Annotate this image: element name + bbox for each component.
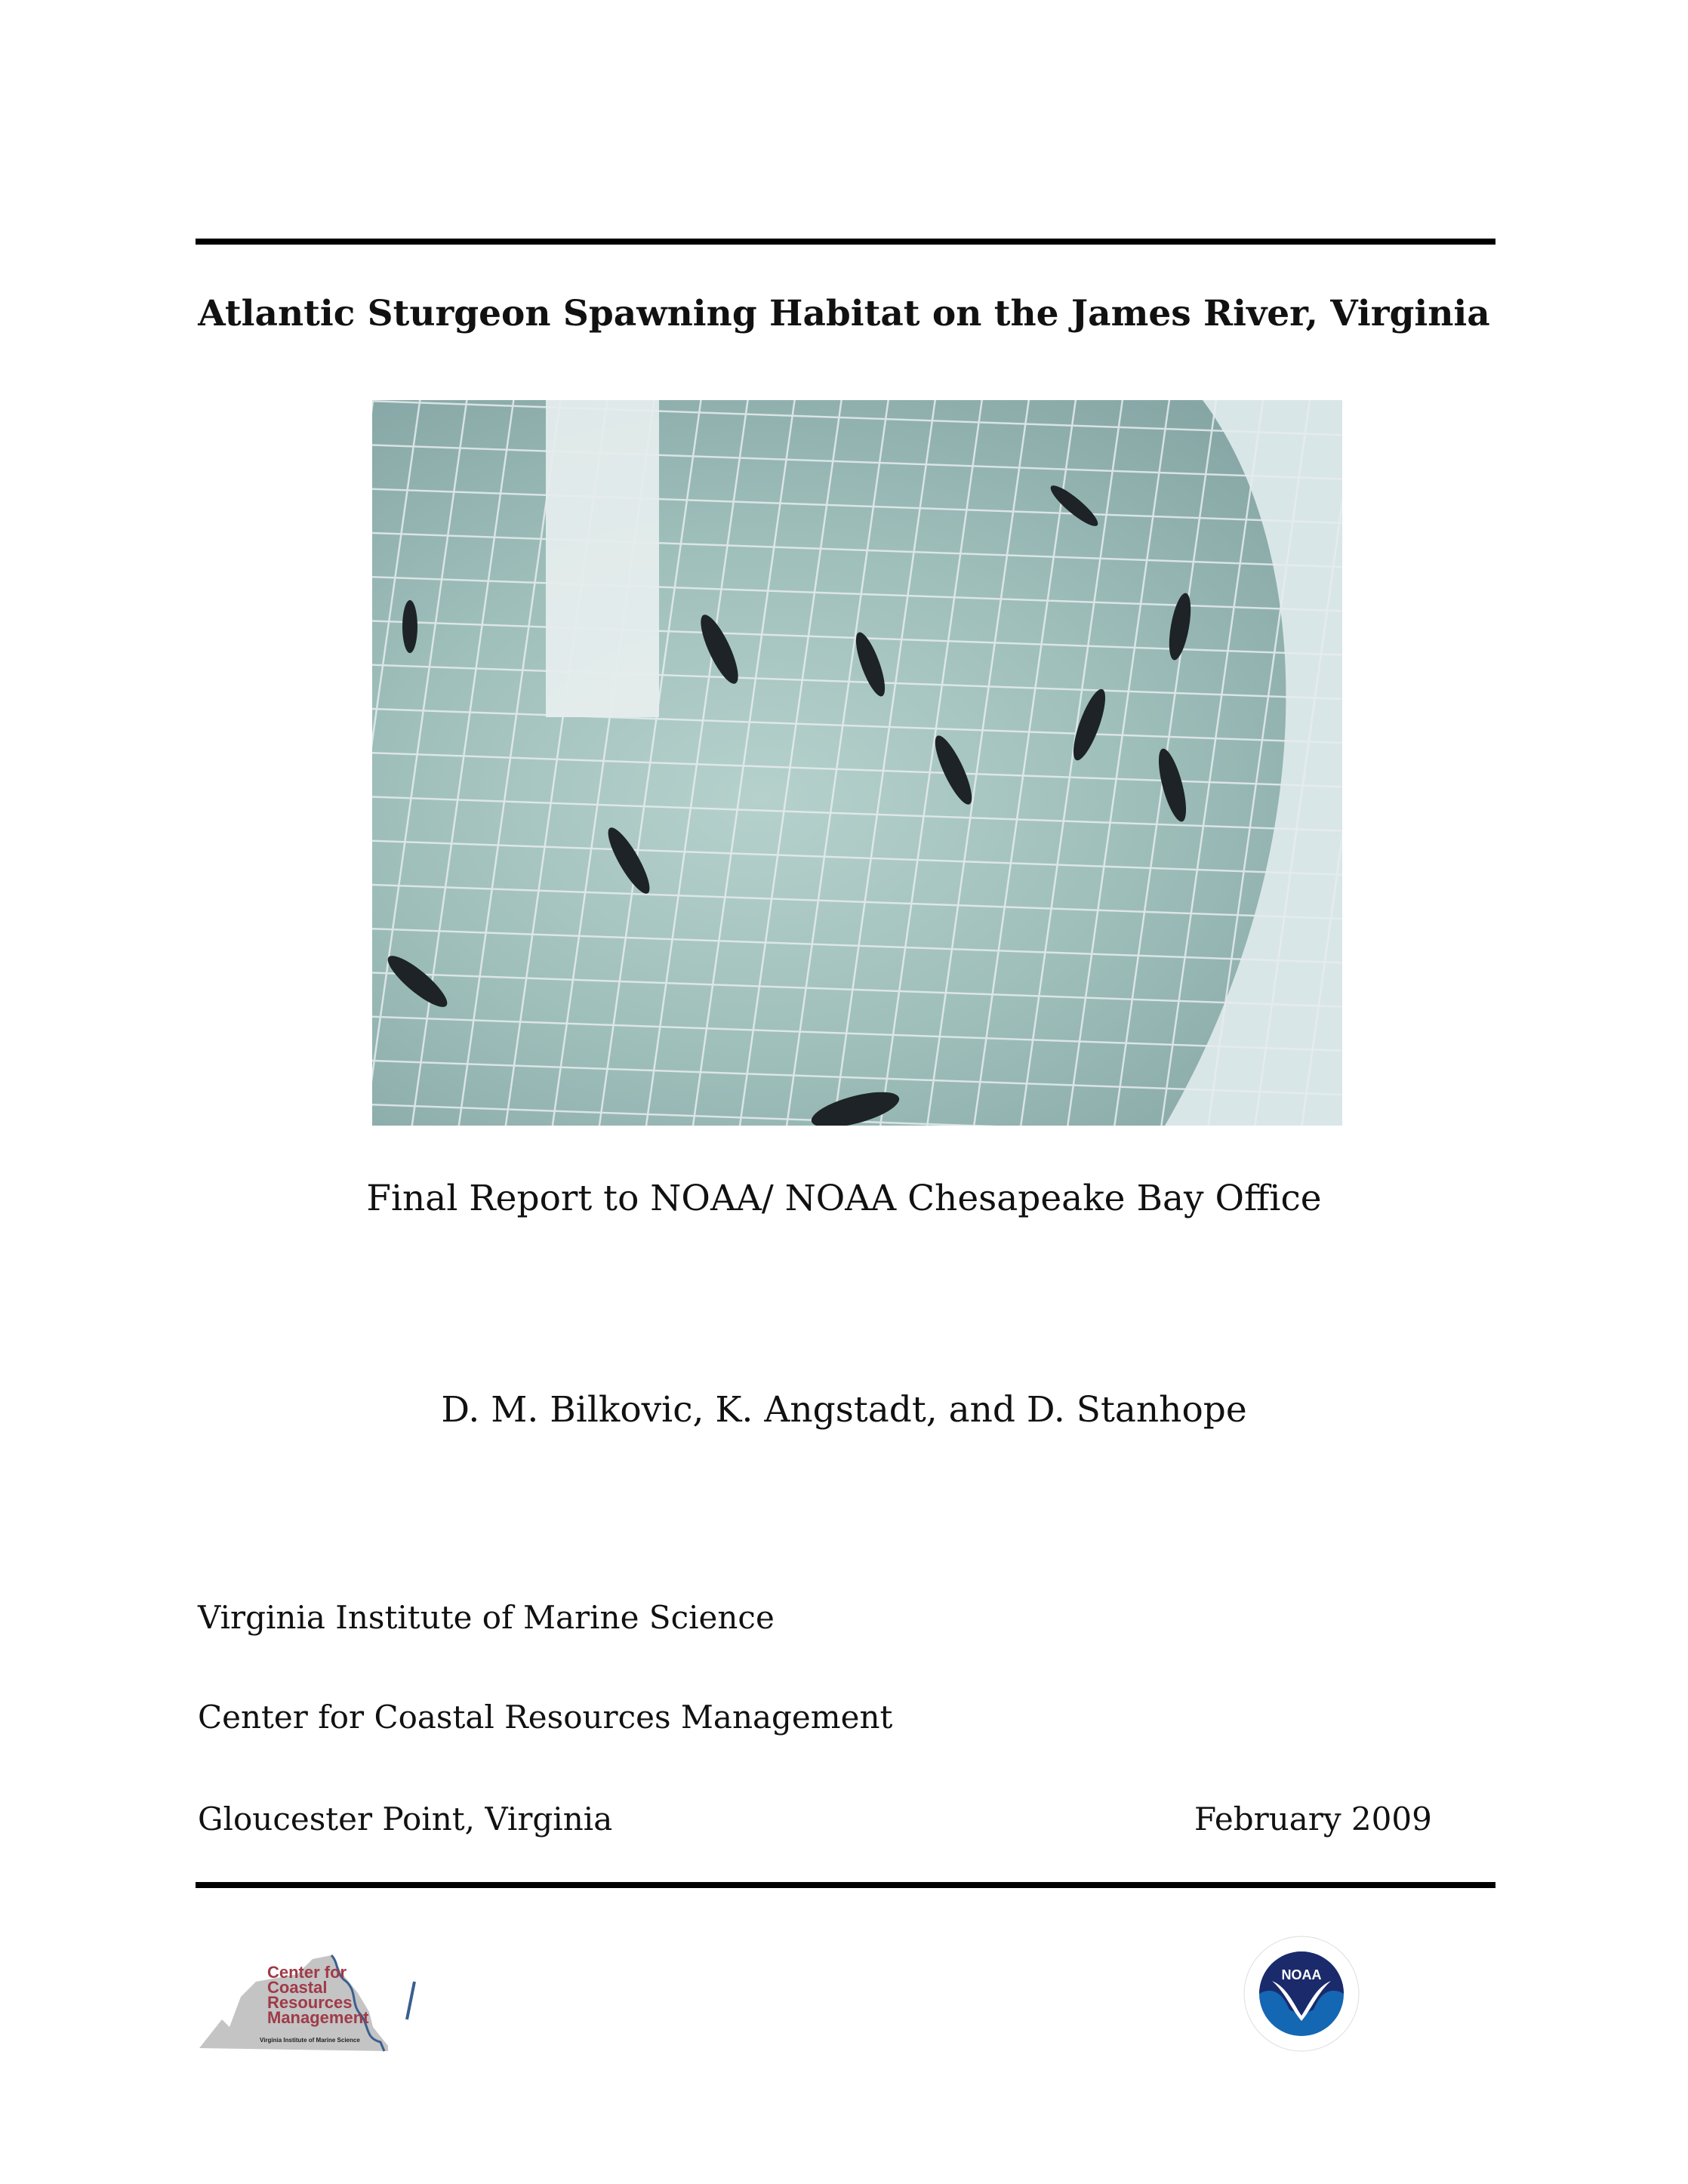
ccrm-logo-line: Center for: [267, 1963, 347, 1982]
authors: D. M. Bilkovic, K. Angstadt, and D. Stanhope: [441, 1389, 1247, 1431]
institution: Virginia Institute of Marine Science: [198, 1599, 775, 1636]
noaa-logo: [1242, 1934, 1361, 2053]
report-date: February 2009: [1194, 1800, 1432, 1837]
location: Gloucester Point, Virginia: [198, 1800, 613, 1837]
bottom-rule: [196, 1882, 1495, 1888]
noaa-logo-label: NOAA: [1281, 1967, 1322, 1982]
sturgeon-tank-photo: [372, 400, 1342, 1126]
ccrm-logo-tagline: Virginia Institute of Marine Science: [260, 2037, 360, 2044]
center-name: Center for Coastal Resources Management: [198, 1699, 893, 1736]
report-title: Atlantic Sturgeon Spawning Habitat on the James River, Virginia: [198, 293, 1490, 334]
ccrm-logo-line: Resources: [267, 1993, 353, 2012]
ccrm-logo: [199, 1951, 426, 2053]
report-subtitle: Final Report to NOAA/ NOAA Chesapeake Bay Office: [366, 1178, 1322, 1219]
top-rule: [196, 239, 1495, 245]
ccrm-logo-line: Coastal: [267, 1978, 328, 1997]
ccrm-logo-line: Management: [267, 2008, 369, 2027]
